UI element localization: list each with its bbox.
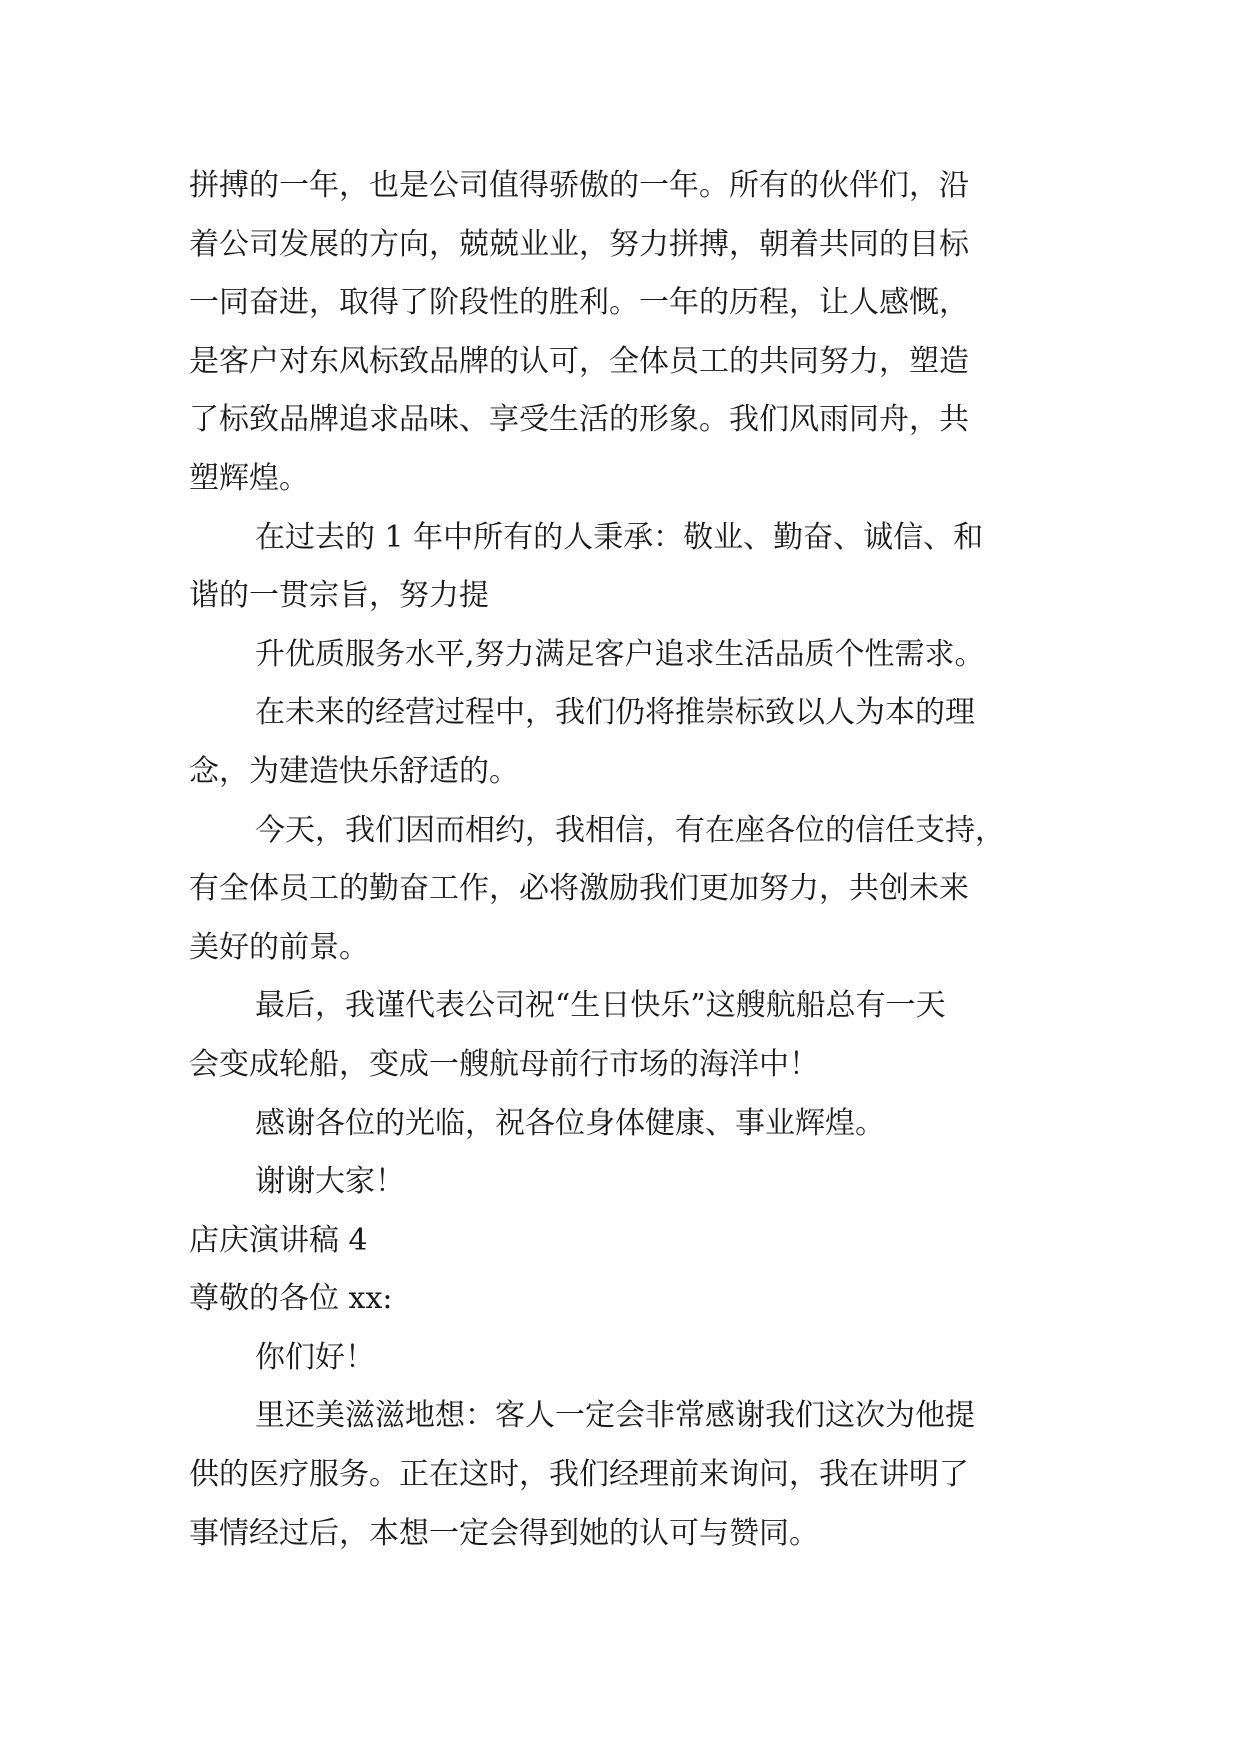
text-line: 事情经过后，本想一定会得到她的认可与赞同。 — [189, 1515, 819, 1551]
text-line: 里还美滋滋地想：客人一定会非常感谢我们这次为他提 — [255, 1398, 975, 1434]
text-line: 会变成轮船，变成一艘航母前行市场的海洋中！ — [189, 1046, 819, 1082]
text-line: 塑辉煌。 — [189, 460, 309, 496]
text-line: 供的医疗服务。正在这时，我们经理前来询问，我在讲明了 — [189, 1457, 969, 1493]
text-line: 念，为建造快乐舒适的。 — [189, 753, 519, 789]
text-line: 是客户对东风标致品牌的认可，全体员工的共同努力，塑造 — [189, 343, 969, 379]
text-line: 谢谢大家！ — [255, 1164, 405, 1200]
section-heading: 店庆演讲稿 4 — [189, 1222, 368, 1258]
text-line: 今天，我们因而相约，我相信，有在座各位的信任支持， — [255, 812, 1005, 848]
text-line: 拼搏的一年，也是公司值得骄傲的一年。所有的伙伴们，沿 — [189, 168, 969, 203]
text-line: 一同奋进，取得了阶段性的胜利。一年的历程，让人感慨， — [189, 285, 969, 321]
document-body — [189, 157, 1069, 1563]
text-line: 谐的一贯宗旨，努力提 — [189, 578, 489, 614]
text-line: 感谢各位的光临，祝各位身体健康、事业辉煌。 — [255, 1105, 885, 1141]
text-line: 了标致品牌追求品味、享受生活的形象。我们风雨同舟，共 — [189, 402, 969, 438]
text-line: 你们好！ — [255, 1339, 375, 1375]
text-line: 在未来的经营过程中，我们仍将推崇标致以人为本的理 — [255, 695, 975, 731]
text-line: 在过去的 1 年中所有的人秉承：敬业、勤奋、诚信、和 — [255, 519, 984, 555]
text-line: 升优质服务水平,努力满足客户追求生活品质个性需求。 — [255, 636, 985, 672]
text-line: 着公司发展的方向，兢兢业业，努力拼搏，朝着共同的目标 — [189, 226, 969, 262]
text-line: 有全体员工的勤奋工作，必将激励我们更加努力，共创未来 — [189, 871, 969, 907]
text-line: 美好的前景。 — [189, 929, 369, 965]
salutation: 尊敬的各位 xx: — [189, 1281, 393, 1317]
text-line: 最后，我谨代表公司祝“生日快乐”这艘航船总有一天 — [255, 988, 946, 1024]
